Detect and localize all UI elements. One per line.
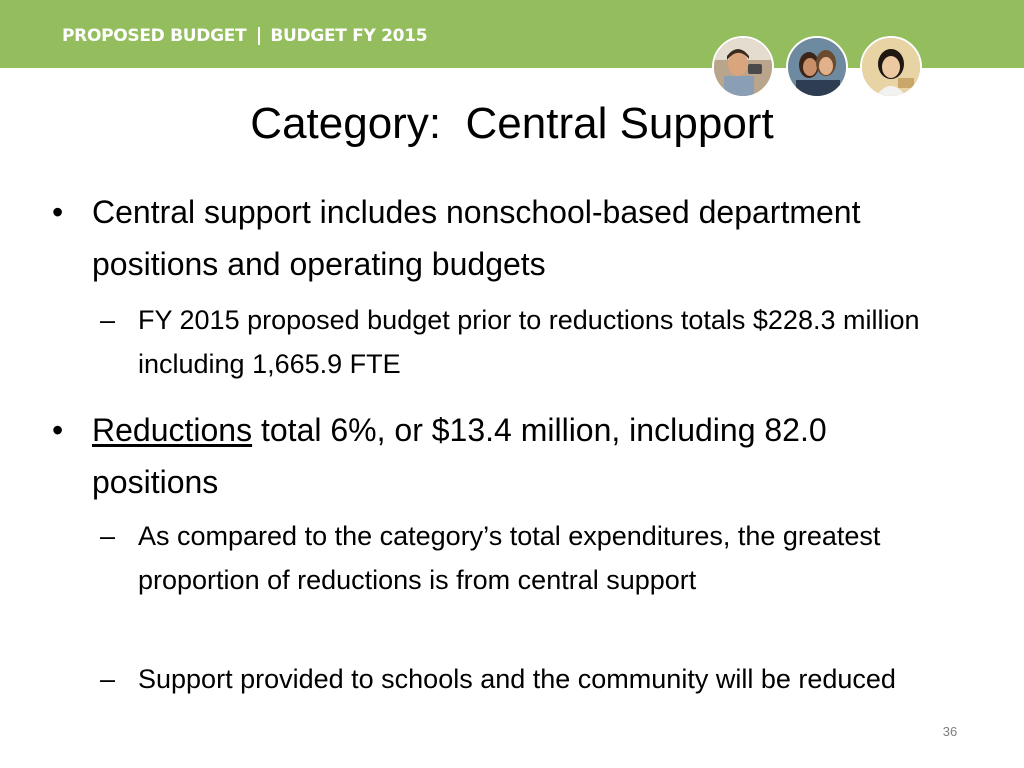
sub-bullet-text: As compared to the category’s total expenditures, the greatest proportion of reductions is from central support xyxy=(138,521,881,595)
sub-bullet-marker: – xyxy=(100,664,116,694)
bullet-marker: • xyxy=(52,412,64,448)
sub-bullet-marker: – xyxy=(100,521,116,551)
header-right-label: BUDGET FY 2015 xyxy=(270,26,428,46)
bullet-text xyxy=(92,404,952,508)
sub-bullet-marker: – xyxy=(100,305,116,335)
sub-bullet-text: FY 2015 proposed budget prior to reductions totals $228.3 million including 1,665.9 FTE xyxy=(138,305,920,379)
header-separator xyxy=(258,27,260,45)
bullet-text-rest: total 6%, or $13.4 million, including 82.0 positions xyxy=(92,412,827,500)
slide-title: Category: Central Support xyxy=(250,99,774,148)
student-photo-icon xyxy=(712,36,774,98)
header-title xyxy=(62,24,427,48)
header-left-label: PROPOSED BUDGET xyxy=(62,26,247,46)
bullet-marker: • xyxy=(52,194,64,230)
underlined-term: Reductions xyxy=(92,412,253,448)
student-photo-icon xyxy=(860,36,922,98)
page-number: 36 xyxy=(942,724,958,739)
students-photo-icon xyxy=(786,36,848,98)
bullet-text: Central support includes nonschool-based department positions and operating budgets xyxy=(92,194,861,282)
sub-bullet-text: Support provided to schools and the community will be reduced xyxy=(138,664,896,694)
